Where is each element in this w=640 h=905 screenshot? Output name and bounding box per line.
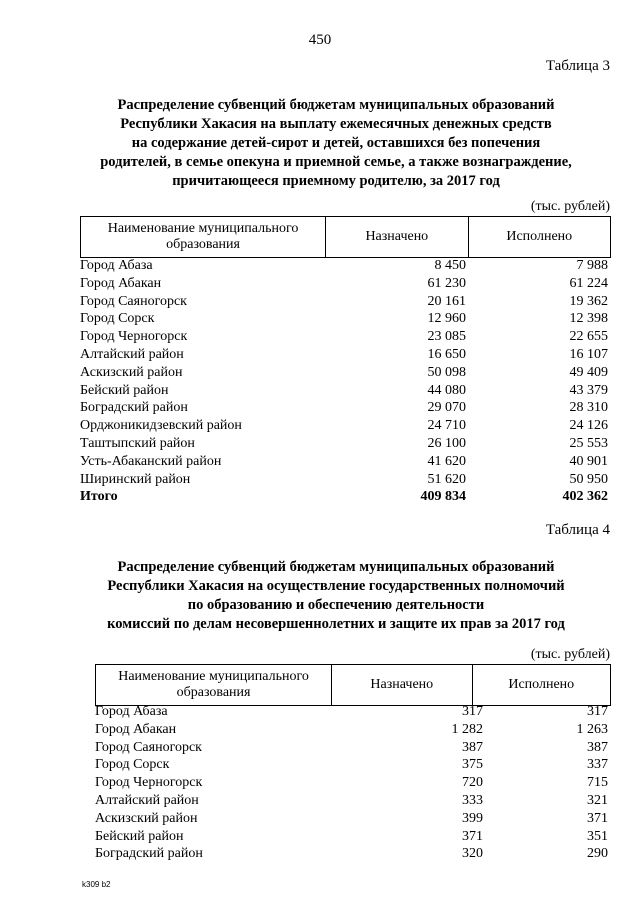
assigned-value: 61 230 [427, 275, 466, 291]
page-number: 450 [308, 32, 332, 48]
municipality-name: Город Абакан [80, 275, 162, 291]
table-row [80, 399, 611, 417]
table3-title-line: родителей, в семье опекуна и приемной семье, а также вознаграждение, [100, 154, 572, 170]
municipality-name: Город Абаза [95, 704, 168, 719]
municipality-name: Таштыпский район [80, 435, 195, 451]
municipality-name: Город Абаза [80, 258, 153, 273]
municipality-name: Алтайский район [95, 792, 199, 808]
executed-value: 61 224 [569, 275, 608, 291]
assigned-value: 375 [462, 757, 483, 773]
table3-header-assigned: Назначено [326, 217, 468, 257]
table-row [80, 364, 611, 382]
table-row [80, 453, 611, 471]
table-row [95, 756, 611, 774]
table-row [95, 739, 611, 757]
executed-value: 290 [587, 846, 608, 862]
table-row [80, 310, 611, 328]
municipality-name: Город Сорск [80, 311, 155, 327]
table-row [95, 774, 611, 792]
table-row [95, 792, 611, 810]
table-row [95, 721, 611, 739]
assigned-value: 320 [462, 846, 483, 862]
table-row [80, 471, 611, 489]
table4-body [95, 703, 611, 863]
table3-title-line: Республики Хакасия на выплату ежемесячных денежных средств [120, 116, 552, 132]
table4-title-line: Республики Хакасия на осуществление государственных полномочий [107, 578, 565, 594]
executed-value: 50 950 [569, 471, 608, 487]
assigned-value: 8 450 [434, 258, 466, 273]
executed-value: 1 263 [576, 721, 608, 737]
table-row [80, 417, 611, 435]
assigned-value: 1 282 [451, 721, 483, 737]
table4-title-line: по образованию и обеспечению деятельности [187, 597, 485, 613]
table-row [80, 435, 611, 453]
table4-label: Таблица 4 [545, 522, 610, 538]
assigned-value: 720 [462, 775, 483, 791]
table3-title-line: причитающееся приемному родителю, за 2017 год [172, 173, 500, 189]
municipality-name: Город Черногорск [95, 775, 203, 791]
municipality-name: Боградский район [80, 400, 188, 416]
table-row [95, 828, 611, 846]
executed-value: 43 379 [569, 382, 608, 398]
table4-units: (тыс. рублей) [530, 647, 610, 662]
executed-value: 321 [587, 792, 608, 808]
table3-body [80, 257, 611, 506]
executed-value: 25 553 [569, 435, 608, 451]
assigned-value: 50 098 [427, 364, 466, 380]
table-row [95, 845, 611, 863]
municipality-name: Город Сорск [95, 757, 170, 773]
municipality-name: Алтайский район [80, 346, 184, 362]
table4-header [95, 664, 611, 706]
municipality-name: Город Абакан [95, 721, 177, 737]
executed-value: 49 409 [569, 364, 608, 380]
table3-title [60, 96, 612, 191]
municipality-name: Итого [80, 489, 118, 505]
table3-title-line: на содержание детей-сирот и детей, оставшихся без попечения [131, 135, 541, 151]
assigned-value: 387 [462, 739, 483, 755]
assigned-value: 51 620 [427, 471, 466, 487]
executed-value: 715 [587, 775, 608, 791]
table4-title-line: Распределение субвенций бюджетам муниципальных образований [117, 559, 555, 575]
municipality-name: Бейский район [80, 382, 169, 398]
table4-header-name: Наименование муниципального образования [96, 665, 332, 705]
table-row [80, 328, 611, 346]
municipality-name: Город Саяногорск [95, 739, 202, 755]
municipality-name: Усть-Абаканский район [80, 453, 222, 469]
assigned-value: 12 960 [427, 311, 466, 327]
executed-value: 40 901 [569, 453, 608, 469]
table-row [95, 810, 611, 828]
executed-value: 371 [587, 810, 608, 826]
municipality-name: Орджоникидзевский район [80, 418, 242, 434]
table3-units: (тыс. рублей) [530, 199, 610, 214]
municipality-name: Ширинский район [80, 471, 191, 487]
table-row [80, 257, 611, 275]
assigned-value: 371 [462, 828, 483, 844]
table3-label: Таблица 3 [545, 58, 610, 74]
executed-value: 24 126 [569, 418, 608, 434]
assigned-value: 409 834 [420, 489, 466, 505]
assigned-value: 16 650 [427, 346, 466, 362]
assigned-value: 317 [462, 704, 483, 719]
municipality-name: Аскизский район [80, 364, 183, 380]
municipality-name: Боградский район [95, 846, 203, 862]
table3-header-name: Наименование муниципального образования [81, 217, 326, 257]
assigned-value: 20 161 [427, 293, 466, 309]
municipality-name: Бейский район [95, 828, 184, 844]
table-row [80, 275, 611, 293]
executed-value: 16 107 [569, 346, 608, 362]
executed-value: 337 [587, 757, 608, 773]
assigned-value: 399 [462, 810, 483, 826]
assigned-value: 26 100 [427, 435, 466, 451]
table-row [80, 346, 611, 364]
executed-value: 351 [587, 828, 608, 844]
executed-value: 387 [587, 739, 608, 755]
table4-title-line: комиссий по делам несовершеннолетних и защите их прав за 2017 год [107, 616, 565, 632]
municipality-name: Город Саяногорск [80, 293, 187, 309]
executed-value: 402 362 [562, 489, 608, 505]
table4-header-executed: Исполнено [508, 677, 575, 692]
executed-value: 12 398 [569, 311, 608, 327]
table4-title [60, 558, 612, 634]
total-row [80, 488, 611, 506]
table3-header-executed: Исполнено [506, 229, 573, 244]
assigned-value: 41 620 [427, 453, 466, 469]
assigned-value: 23 085 [427, 329, 466, 345]
municipality-name: Город Черногорск [80, 329, 188, 345]
table3-title-line: Распределение субвенций бюджетам муниципальных образований [117, 97, 555, 113]
assigned-value: 24 710 [427, 418, 466, 434]
footer-code: k309 b2 [82, 880, 111, 889]
assigned-value: 333 [462, 792, 483, 808]
executed-value: 22 655 [569, 329, 608, 345]
executed-value: 7 988 [576, 258, 608, 273]
table-row [95, 703, 611, 721]
table3-header [80, 216, 611, 258]
executed-value: 19 362 [569, 293, 608, 309]
table-row [80, 293, 611, 311]
table4-header-assigned: Назначено [332, 665, 472, 705]
assigned-value: 44 080 [427, 382, 466, 398]
executed-value: 317 [587, 704, 608, 719]
table-row [80, 382, 611, 400]
executed-value: 28 310 [569, 400, 608, 416]
assigned-value: 29 070 [427, 400, 466, 416]
municipality-name: Аскизский район [95, 810, 198, 826]
